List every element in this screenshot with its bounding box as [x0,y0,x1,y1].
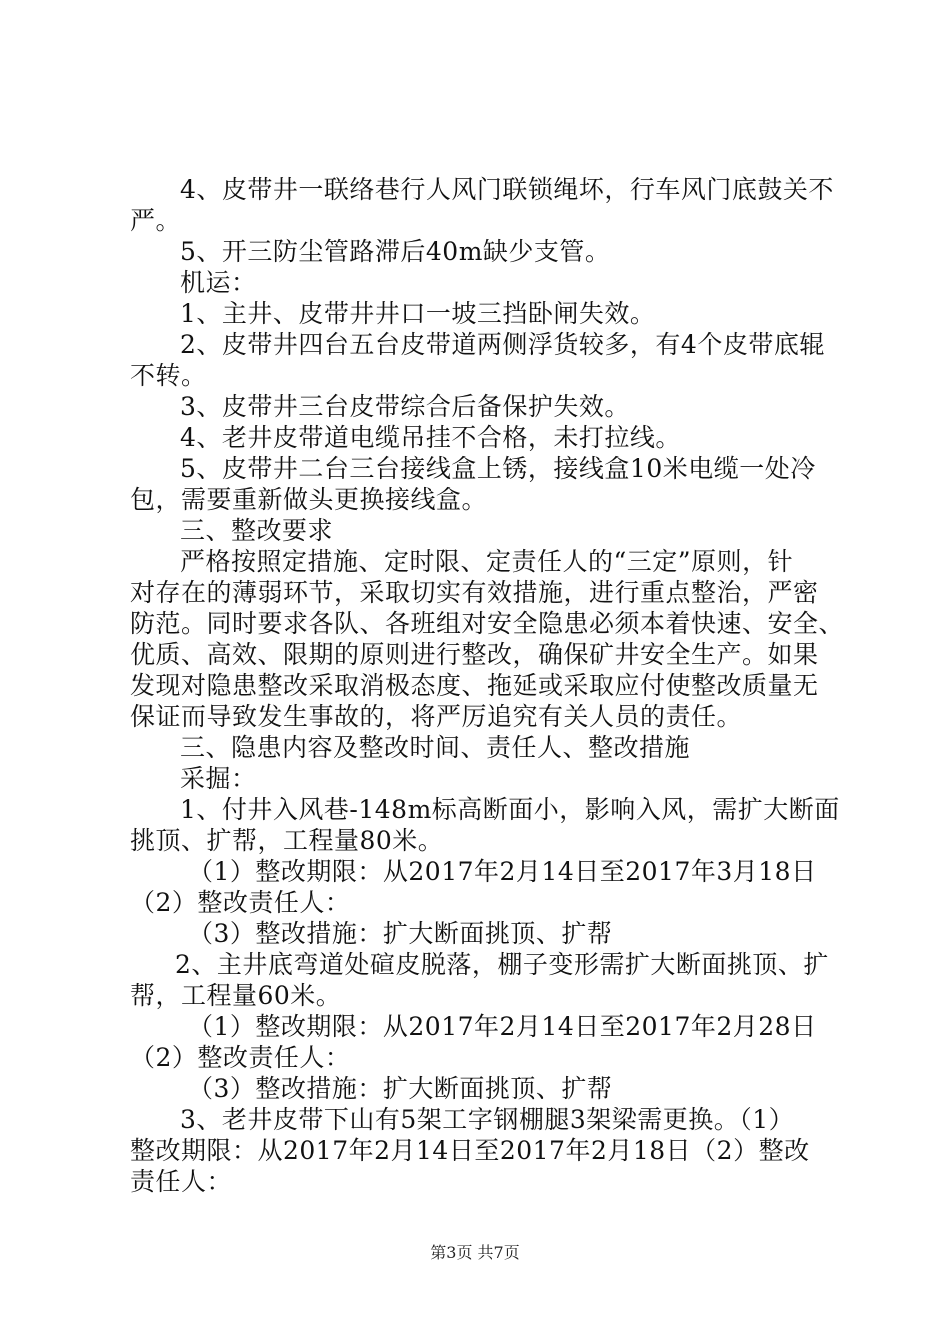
text-line: （2）整改责任人： [130,888,351,917]
text-line: 优质、高效、限期的原则进行整改，确保矿井安全生产。如果 [130,640,819,669]
text-line: 4、皮带井一联络巷行人风门联锁绳坏，行车风门底鼓关不 [180,175,834,204]
section-heading: 三、整改要求 [180,516,334,545]
text-line: 防范。同时要求各队、各班组对安全隐患必须本着快速、安全、 [130,609,845,638]
section-heading: 采掘： [180,764,257,793]
text-line: 2、皮带井四台五台皮带道两侧浮货较多，有4个皮带底辊 [180,330,825,359]
text-line: （3）整改措施：扩大断面挑顶、扩帮 [188,1074,613,1103]
text-line: 3、皮带井三台皮带综合后备保护失效。 [180,392,630,421]
text-line: 发现对隐患整改采取消极态度、拖延或采取应付使整改质量无 [130,671,819,700]
section-heading: 三、隐患内容及整改时间、责任人、整改措施 [180,733,691,762]
text-line: （1）整改期限：从2017年2月14日至2017年2月28日 [188,1012,817,1041]
page-number-footer: 第3页 共7页 [430,1243,520,1262]
section-heading: 机运： [180,268,257,297]
text-line: 1、主井、皮带井井口一坡三挡卧闸失效。 [180,299,656,328]
text-line: 1、付井入风巷-148m标高断面小，影响入风，需扩大断面 [180,795,840,824]
text-line: （3）整改措施：扩大断面挑顶、扩帮 [188,919,613,948]
text-line: 责任人： [130,1167,233,1196]
text-line: 严。 [130,206,182,235]
text-line: 严格按照定措施、定时限、定责任人的“三定”原则，针 [180,547,794,576]
text-line: 5、开三防尘管路滞后40m缺少支管。 [180,237,611,266]
text-line: 5、皮带井二台三台接线盒上锈，接线盒10米电缆一处冷 [180,454,816,483]
text-line: 4、老井皮带道电缆吊挂不合格，未打拉线。 [180,423,681,452]
document-body [130,174,845,1197]
text-line: 帮，工程量60米。 [130,981,342,1010]
text-line: （1）整改期限：从2017年2月14日至2017年3月18日 [188,857,817,886]
text-line: 包，需要重新做头更换接线盒。 [130,485,488,514]
text-line: 对存在的薄弱环节，采取切实有效措施，进行重点整治，严密 [130,578,819,607]
text-line: （2）整改责任人： [130,1043,351,1072]
text-line: 挑顶、扩帮，工程量80米。 [130,826,444,855]
text-line: 2、主井底弯道处碹皮脱落，棚子变形需扩大断面挑顶、扩 [175,950,829,979]
text-line: 保证而导致发生事故的，将严厉追究有关人员的责任。 [130,702,743,731]
text-line: 3、老井皮带下山有5架工字钢棚腿3架梁需更换。（1） [180,1105,795,1134]
text-line: 整改期限：从2017年2月14日至2017年2月18日（2）整改 [130,1136,810,1165]
text-line: 不转。 [130,361,207,390]
